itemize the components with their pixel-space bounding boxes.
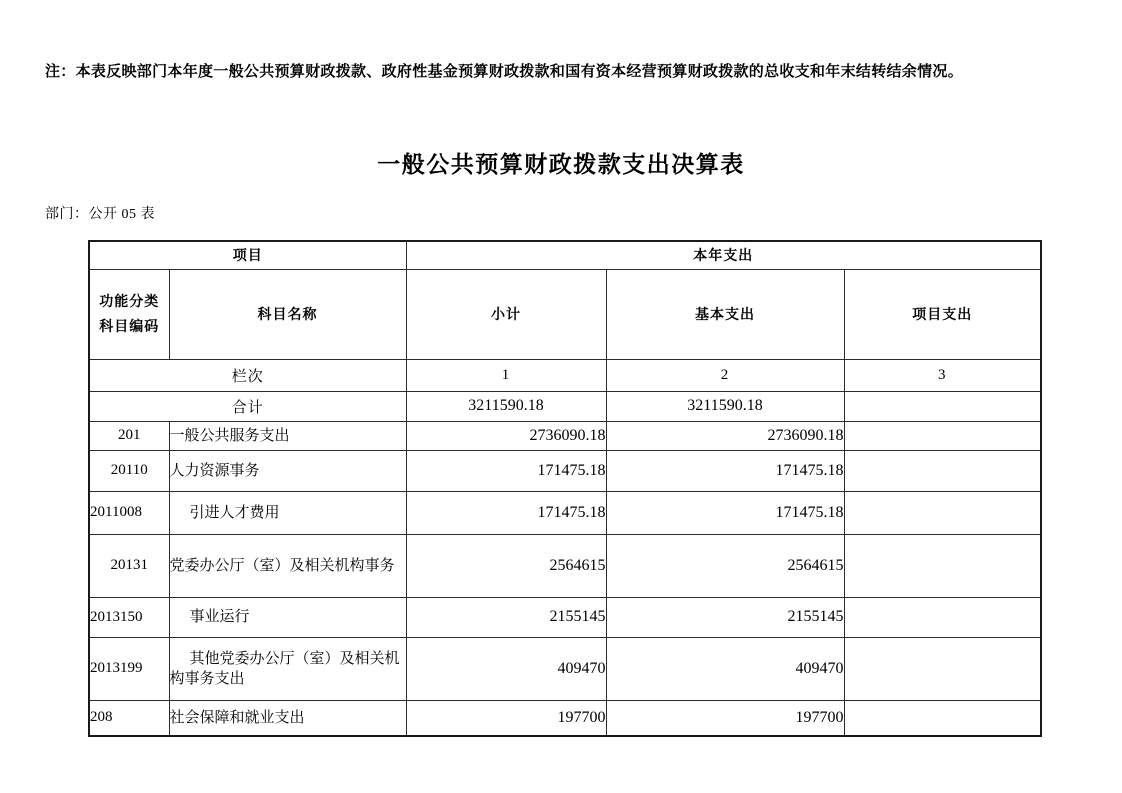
project-cell — [844, 700, 1041, 736]
project-cell — [844, 597, 1041, 637]
table-row — [89, 491, 1041, 534]
project-cell — [844, 450, 1041, 491]
total-subtotal: 3211590.18 — [406, 391, 606, 421]
name-cell: 事业运行 — [169, 597, 406, 637]
code-cell: 20110 — [89, 450, 169, 491]
note-text: 注：本表反映部门本年度一般公共预算财政拨款、政府性基金预算财政拨款和国有资本经营预算财政拨款的总收支和年末结转结余情况。 — [45, 64, 964, 80]
page-title: 一般公共预算财政拨款支出决算表 — [377, 151, 745, 177]
subtotal-cell: 409470 — [406, 637, 606, 700]
header-year-expense-group: 本年支出 — [406, 241, 1041, 269]
project-cell — [844, 637, 1041, 700]
name-cell: 其他党委办公厅（室）及相关机构事务支出 — [169, 637, 406, 700]
name-cell: 社会保障和就业支出 — [169, 700, 406, 736]
subtotal-cell: 2736090.18 — [406, 421, 606, 450]
header-columns-row — [89, 269, 1041, 359]
table-row — [89, 637, 1041, 700]
header-function-code-column: 功能分类 科目编码 — [89, 269, 169, 359]
table-row — [89, 597, 1041, 637]
header-project-expense-column: 项目支出 — [844, 269, 1041, 359]
subtotal-cell: 197700 — [406, 700, 606, 736]
basic-cell: 171475.18 — [606, 491, 844, 534]
header-subtotal-column: 小计 — [406, 269, 606, 359]
table-row — [89, 450, 1041, 491]
basic-cell: 171475.18 — [606, 450, 844, 491]
column-index-3: 3 — [844, 359, 1041, 391]
project-cell — [844, 491, 1041, 534]
column-index-row — [89, 359, 1041, 391]
column-index-1: 1 — [406, 359, 606, 391]
subtotal-cell: 171475.18 — [406, 450, 606, 491]
name-cell: 党委办公厅（室）及相关机构事务 — [169, 534, 406, 597]
column-index-2: 2 — [606, 359, 844, 391]
basic-cell: 2736090.18 — [606, 421, 844, 450]
project-cell — [844, 534, 1041, 597]
total-label: 合计 — [89, 391, 406, 421]
department-label: 部门：公开 05 表 — [45, 207, 155, 222]
code-cell: 20131 — [89, 534, 169, 597]
code-cell: 2013199 — [89, 637, 169, 700]
basic-cell: 197700 — [606, 700, 844, 736]
name-cell: 引进人才费用 — [169, 491, 406, 534]
total-basic: 3211590.18 — [606, 391, 844, 421]
budget-table — [88, 240, 1042, 737]
code-cell: 201 — [89, 421, 169, 450]
subtotal-cell: 171475.18 — [406, 491, 606, 534]
column-index-label: 栏次 — [89, 359, 406, 391]
table-row — [89, 700, 1041, 736]
header-item-group: 项目 — [89, 241, 406, 269]
code-cell: 2011008 — [89, 491, 169, 534]
header-subject-name-column: 科目名称 — [169, 269, 406, 359]
subtotal-cell: 2155145 — [406, 597, 606, 637]
total-row — [89, 391, 1041, 421]
code-cell: 2013150 — [89, 597, 169, 637]
header-basic-expense-column: 基本支出 — [606, 269, 844, 359]
basic-cell: 409470 — [606, 637, 844, 700]
project-cell — [844, 421, 1041, 450]
name-cell: 人力资源事务 — [169, 450, 406, 491]
code-cell: 208 — [89, 700, 169, 736]
subtotal-cell: 2564615 — [406, 534, 606, 597]
basic-cell: 2155145 — [606, 597, 844, 637]
table-row — [89, 421, 1041, 450]
total-project — [844, 391, 1041, 421]
basic-cell: 2564615 — [606, 534, 844, 597]
name-cell: 一般公共服务支出 — [169, 421, 406, 450]
header-group-row — [89, 241, 1041, 269]
table-row — [89, 534, 1041, 597]
